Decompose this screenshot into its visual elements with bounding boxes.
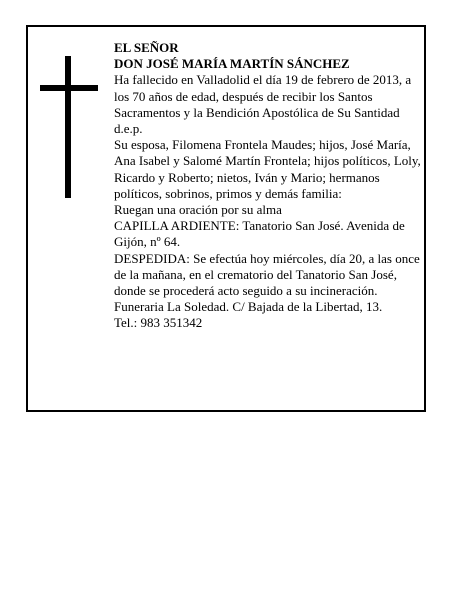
family-list: Su esposa, Filomena Frontela Maudes; hijos, José María, Ana Isabel y Salomé Martín Frontela; hijos políticos, Loly, Ricardo y Roberto; nietos, Iván y Mario; hermanos políticos, sobrinos, primos y demás familia:	[114, 137, 421, 201]
prayer-request: Ruegan una oración por su alma	[114, 202, 282, 218]
farewell-info: DESPEDIDA: Se efectúa hoy miércoles, día 20, a las once de la mañana, en el crematorio del Tanatorio San José, donde se procederá acto seguido a su incineración.	[114, 250, 420, 299]
death-announcement: Ha fallecido en Valladolid el día 19 de febrero de 2013, a los 70 años de edad, después de recibir los Santos Sacramentos y la Bendición Apostólica de Su Santidad d.e.p.	[114, 72, 412, 137]
obituary-notice	[26, 25, 426, 412]
notice-title-line-1: EL SEÑOR	[114, 40, 179, 55]
funeral-chapel-info: CAPILLA ARDIENTE: Tanatorio San José. Avenida de Gijón, nº 64.	[114, 218, 405, 250]
notice-deceased-name: DON JOSÉ MARÍA MARTÍN SÁNCHEZ	[114, 56, 350, 72]
funeral-home-address: Funeraria La Soledad. C/ Bajada de la Libertad, 13.	[114, 299, 383, 315]
notice-body	[114, 40, 426, 332]
cross-horizontal-bar	[40, 85, 98, 91]
cross-vertical-bar	[65, 56, 71, 198]
cross-icon	[40, 56, 100, 198]
funeral-home-phone: Tel.: 983 351342	[114, 315, 203, 331]
